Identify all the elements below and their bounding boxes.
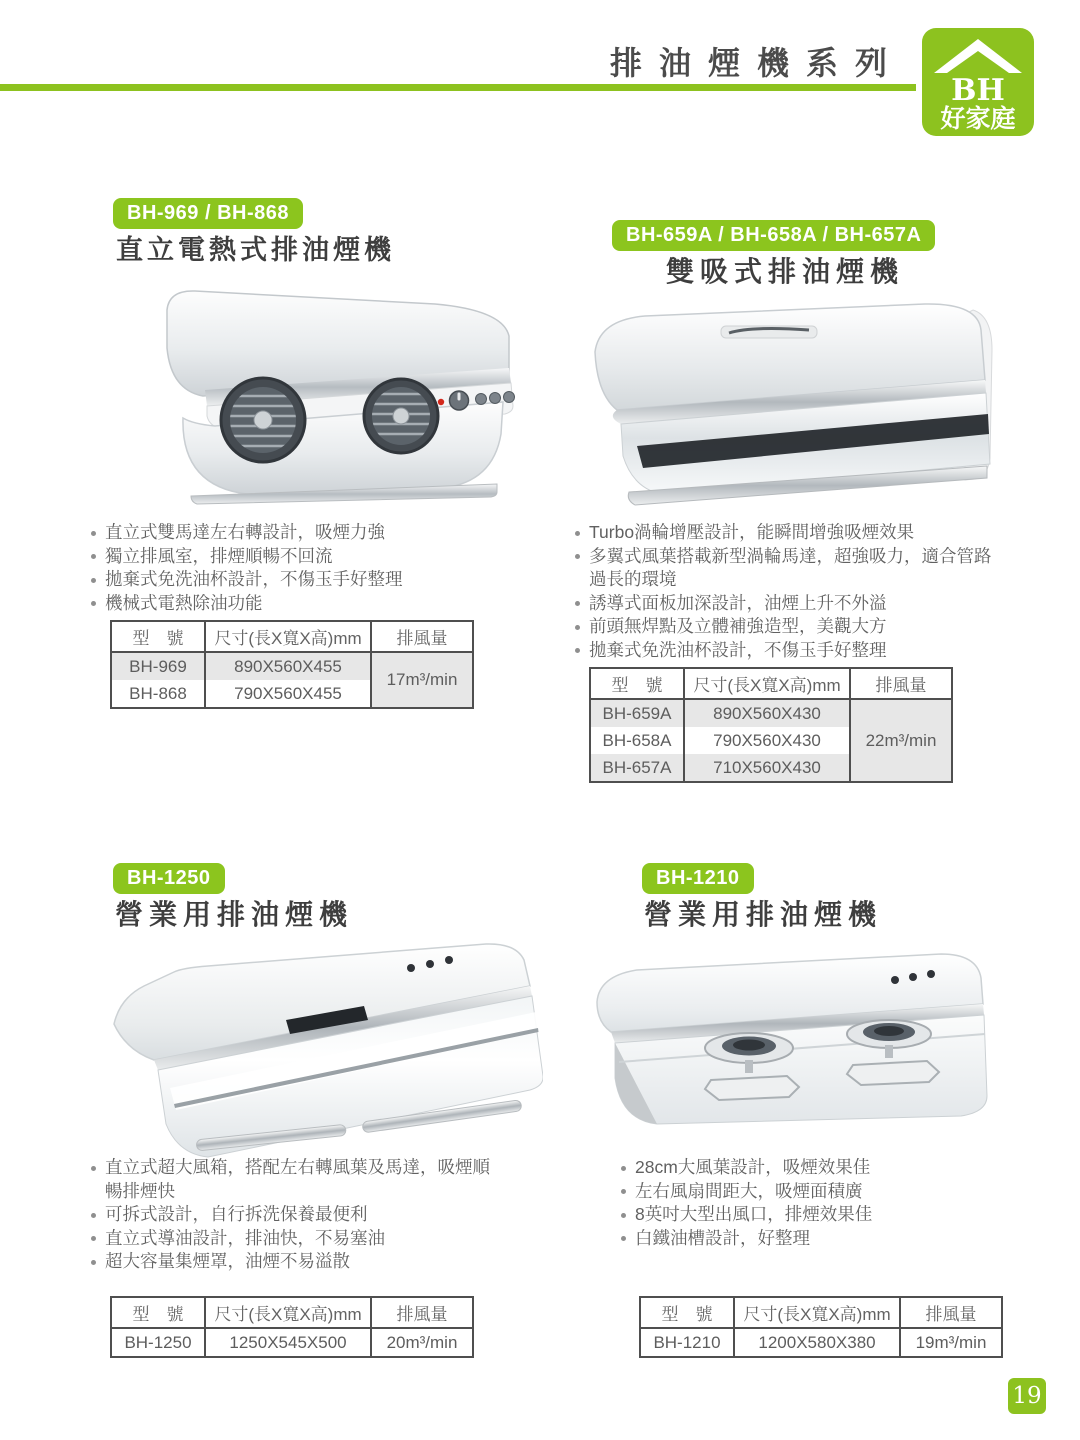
product-image-bh969: [105, 278, 525, 516]
feature-text: 獨立排風室，排煙順暢不回流: [105, 545, 333, 566]
feature-item: [572, 639, 996, 663]
page-number: 19: [1008, 1378, 1046, 1414]
feature-text: 前頭無焊點及立體補強造型，美觀大方: [589, 616, 887, 636]
feature-list-bh659a: [572, 521, 996, 662]
bullet-icon: [621, 1213, 626, 1218]
spec-table-bh1250: [110, 1296, 474, 1358]
cell-model: BH-659A: [590, 699, 684, 727]
feature-item: [572, 545, 996, 592]
table-row: [590, 699, 952, 727]
page-title: 排油煙機系列: [609, 45, 904, 81]
feature-text: 機械式電熱除油功能: [105, 592, 263, 613]
spec-table-bh1210: [639, 1296, 1003, 1358]
bullet-icon: [575, 601, 580, 606]
feature-text: 28cm大風葉設計，吸煙效果佳: [635, 1157, 871, 1177]
bullet-icon: [621, 1189, 626, 1194]
product-title-bh659a: 雙吸式排油煙機: [666, 256, 905, 287]
bullet-icon: [91, 601, 96, 606]
cell-size: 1250X545X500: [205, 1328, 371, 1357]
cell-size: 890X560X430: [684, 699, 850, 727]
cell-model: BH-1250: [111, 1328, 205, 1357]
feature-item: [88, 1250, 490, 1274]
col-header-airflow: 排風量: [371, 621, 473, 652]
feature-item: [572, 521, 996, 545]
bullet-icon: [91, 1166, 96, 1171]
col-header-size: 尺寸(長X寬X高)mm: [684, 668, 850, 699]
cell-model: BH-658A: [590, 727, 684, 754]
feature-text: Turbo渦輪增壓設計，能瞬間增強吸煙效果: [589, 522, 915, 542]
spec-table-bh659a: [589, 667, 953, 783]
col-header-airflow: 排風量: [850, 668, 952, 699]
feature-text: 超大容量集煙罩，油煙不易溢散: [105, 1251, 350, 1271]
col-header-model: 型 號: [111, 621, 205, 652]
bullet-icon: [575, 625, 580, 630]
product-image-bh1210: [553, 928, 1015, 1140]
product-title-bh1210: 營業用排油煙機: [644, 899, 883, 930]
model-badge-bh969: BH-969 / BH-868: [113, 198, 303, 229]
model-badge-bh1250: BH-1250: [113, 863, 225, 894]
brand-logo: [922, 28, 1034, 136]
cell-model: BH-868: [111, 680, 205, 708]
house-logo-icon: [922, 28, 1034, 136]
bullet-icon: [91, 1260, 96, 1265]
feature-text: 左右風扇間距大，吸煙面積廣: [635, 1180, 863, 1201]
feature-list-bh1210: [618, 1156, 1018, 1250]
cell-airflow: 17m³/min: [371, 652, 473, 708]
logo-brand-name: 好家庭: [940, 105, 1016, 133]
bullet-icon: [91, 1213, 96, 1218]
feature-text: 拋棄式免洗油杯設計，不傷玉手好整理: [589, 639, 887, 660]
cell-model: BH-657A: [590, 754, 684, 782]
col-header-model: 型 號: [111, 1297, 205, 1328]
feature-text: 8英吋大型出風口，排煙效果佳: [635, 1204, 873, 1224]
cell-model: BH-969: [111, 652, 205, 680]
cell-size: 790X560X455: [205, 680, 371, 708]
feature-item: [88, 568, 518, 592]
feature-item: [88, 1227, 490, 1251]
cell-airflow: 22m³/min: [850, 699, 952, 782]
feature-text: 可拆式設計，自行拆洗保養最便利: [105, 1204, 368, 1224]
feature-text: 白鐵油槽設計，好整理: [635, 1227, 810, 1248]
feature-item: [572, 615, 996, 639]
cell-size: 890X560X455: [205, 652, 371, 680]
bullet-icon: [91, 531, 96, 536]
header-rule: [0, 84, 916, 91]
feature-item: [88, 521, 518, 545]
feature-item: [88, 592, 518, 616]
col-header-size: 尺寸(長X寬X高)mm: [734, 1297, 900, 1328]
col-header-airflow: 排風量: [900, 1297, 1002, 1328]
table-row: [111, 1328, 473, 1357]
feature-text: 多翼式風葉搭載新型渦輪馬達，超強吸力，適合管路過長的環境: [589, 545, 992, 589]
feature-text: 拋棄式免洗油杯設計，不傷玉手好整理: [105, 569, 403, 589]
feature-item: [618, 1156, 1018, 1180]
table-row: [111, 652, 473, 680]
bullet-icon: [91, 578, 96, 583]
product-image-bh659a: [553, 288, 993, 518]
bullet-icon: [575, 531, 580, 536]
feature-item: [618, 1227, 1018, 1251]
feature-item: [88, 1203, 490, 1227]
feature-text: 直立式雙馬達左右轉設計，吸煙力強: [105, 522, 385, 542]
spec-table-bh969: [110, 620, 474, 709]
feature-item: [572, 592, 996, 616]
cell-model: BH-1210: [640, 1328, 734, 1357]
cell-size: 710X560X430: [684, 754, 850, 782]
cell-size: 790X560X430: [684, 727, 850, 754]
cell-size: 1200X580X380: [734, 1328, 900, 1357]
model-badge-bh1210: BH-1210: [642, 863, 754, 894]
feature-text: 誘導式面板加深設計，油煙上升不外溢: [589, 592, 887, 613]
cell-airflow: 19m³/min: [900, 1328, 1002, 1357]
bullet-icon: [575, 554, 580, 559]
logo-monogram: BH: [951, 73, 1005, 108]
feature-text: 直立式導油設計，排油快，不易塞油: [105, 1227, 385, 1248]
feature-item: [88, 545, 518, 569]
feature-item: [88, 1156, 490, 1203]
product-image-bh1250: [78, 928, 543, 1160]
feature-list-bh1250: [88, 1156, 490, 1274]
col-header-size: 尺寸(長X寬X高)mm: [205, 621, 371, 652]
feature-item: [618, 1203, 1018, 1227]
cell-airflow: 20m³/min: [371, 1328, 473, 1357]
model-badge-bh659a: BH-659A / BH-658A / BH-657A: [612, 220, 935, 251]
bullet-icon: [91, 1236, 96, 1241]
bullet-icon: [91, 554, 96, 559]
product-title-bh969: 直立電熱式排油煙機: [116, 235, 395, 265]
product-title-bh1250: 營業用排油煙機: [115, 899, 354, 930]
feature-text: 直立式超大風箱，搭配左右轉風葉及馬達，吸煙順暢排煙快: [105, 1157, 490, 1201]
col-header-airflow: 排風量: [371, 1297, 473, 1328]
bullet-icon: [621, 1166, 626, 1171]
bullet-icon: [621, 1236, 626, 1241]
feature-list-bh969: [88, 521, 518, 615]
col-header-size: 尺寸(長X寬X高)mm: [205, 1297, 371, 1328]
table-row: [640, 1328, 1002, 1357]
col-header-model: 型 號: [590, 668, 684, 699]
bullet-icon: [575, 648, 580, 653]
feature-item: [618, 1180, 1018, 1204]
col-header-model: 型 號: [640, 1297, 734, 1328]
